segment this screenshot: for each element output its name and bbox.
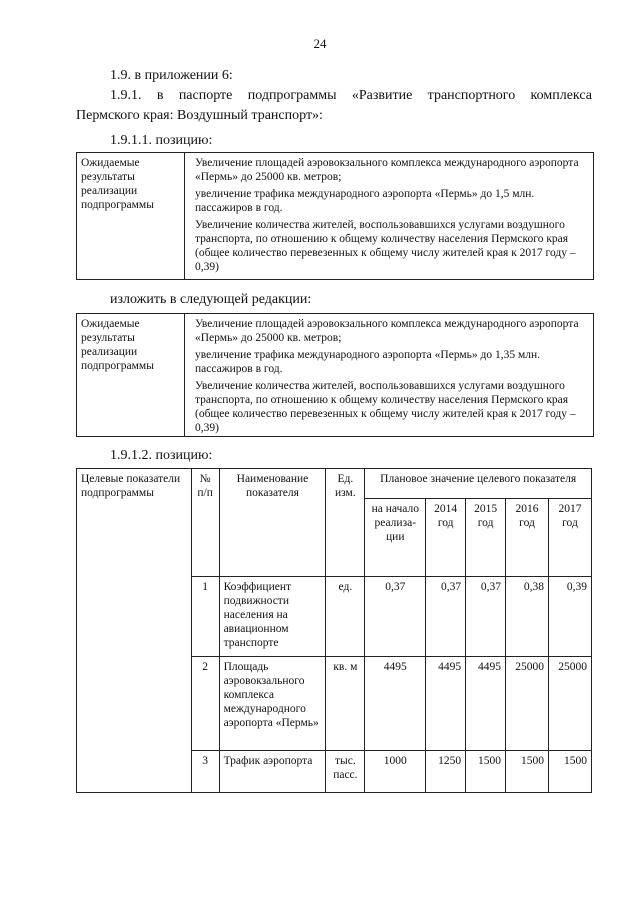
header-number: № п/п — [191, 469, 219, 577]
old-expected-results-box — [76, 152, 594, 280]
header-col-2017: 2017 год — [548, 499, 591, 577]
row-unit: тыс. пасс. — [326, 751, 365, 793]
paragraph-1-9-1-line-2: Пермского края: Воздушный транспорт»: — [76, 108, 323, 123]
old-result-item: Увеличение площадей аэровокзального комплекса международного аэропорта «Пермь» до 25000 кв. метров; — [195, 157, 579, 183]
header-col-start: на начало реализа-ции — [365, 499, 426, 577]
header-indicator-name: Наименование показателя — [219, 469, 326, 577]
row-unit: кв. м — [326, 657, 365, 751]
old-expected-results-text — [186, 153, 593, 280]
row-value-2014: 1250 — [426, 751, 466, 793]
row-value-2016: 25000 — [506, 657, 549, 751]
row-value-2015: 1500 — [466, 751, 506, 793]
new-expected-results-box — [76, 313, 594, 437]
new-result-item: Увеличение площадей аэровокзального комплекса международного аэропорта «Пермь» до 25000 кв. метров; — [195, 318, 579, 344]
old-result-item: Увеличение количества жителей, воспользовавшихся услугами воздушного транспорта, по отношению к общему количеству населения Пермского края (общее количество перевезенных к общему числу жителей края к 2017 году – 0,39) — [195, 219, 576, 273]
new-expected-results-text — [186, 314, 593, 441]
row-value-2014: 4495 — [426, 657, 466, 751]
new-result-item: Увеличение количества жителей, воспользовавшихся услугами воздушного транспорта, по отношению к общему количеству населения Пермского края (общее количество перевезенных к общему числу жителей края к 2017 году – 0,39) — [195, 380, 576, 434]
row-indicator-name: Площадь аэровокзального комплекса международного аэропорта «Пермь» — [219, 657, 326, 751]
paragraph-1-9-1-1: 1.9.1.1. позицию: — [110, 133, 213, 148]
row-value-2015: 0,37 — [466, 577, 506, 657]
row-value-2017: 1500 — [548, 751, 591, 793]
replacement-intro: изложить в следующей редакции: — [110, 292, 312, 307]
header-col-2014: 2014 год — [426, 499, 466, 577]
row-indicator-name: Трафик аэропорта — [219, 751, 326, 793]
row-value-2016: 1500 — [506, 751, 549, 793]
old-result-item: увеличение трафика международного аэропорта «Пермь» до 1,5 млн. пассажиров в год. — [195, 188, 535, 214]
new-result-item: увеличение трафика международного аэропорта «Пермь» до 1,35 млн. пассажиров в год. — [195, 349, 541, 375]
paragraph-1-9-1-2: 1.9.1.2. позицию: — [110, 448, 213, 463]
page-number: 24 — [313, 36, 327, 51]
row-number: 3 — [191, 751, 219, 793]
row-indicator-name: Коэффициент подвижности населения на авиационном транспорте — [219, 577, 326, 657]
row-value-2014: 0,37 — [426, 577, 466, 657]
row-number: 1 — [191, 577, 219, 657]
paragraph-1-9-1-line-1: 1.9.1. в паспорте подпрограммы «Развитие транспортного комплекса — [110, 88, 592, 103]
row-number: 2 — [191, 657, 219, 751]
header-col-2015: 2015 год — [466, 499, 506, 577]
section-heading-1-9: 1.9. в приложении 6: — [110, 68, 233, 83]
row-value-2017: 25000 — [548, 657, 591, 751]
row-value-start: 1000 — [365, 751, 426, 793]
header-unit: Ед. изм. — [326, 469, 365, 577]
header-planned-value: Плановое значение целевого показателя — [365, 469, 592, 499]
row-value-2016: 0,38 — [506, 577, 549, 657]
row-unit: ед. — [326, 577, 365, 657]
row-value-2017: 0,39 — [548, 577, 591, 657]
table-section-label: Целевые показатели подпрограммы — [77, 469, 192, 793]
row-value-2015: 4495 — [466, 657, 506, 751]
old-expected-results-label: Ожидаемые результаты реализации подпрограммы — [77, 153, 185, 279]
new-expected-results-label: Ожидаемые результаты реализации подпрограммы — [77, 314, 185, 436]
header-col-2016: 2016 год — [506, 499, 549, 577]
row-value-start: 4495 — [365, 657, 426, 751]
row-value-start: 0,37 — [365, 577, 426, 657]
target-indicators-table — [76, 468, 592, 793]
